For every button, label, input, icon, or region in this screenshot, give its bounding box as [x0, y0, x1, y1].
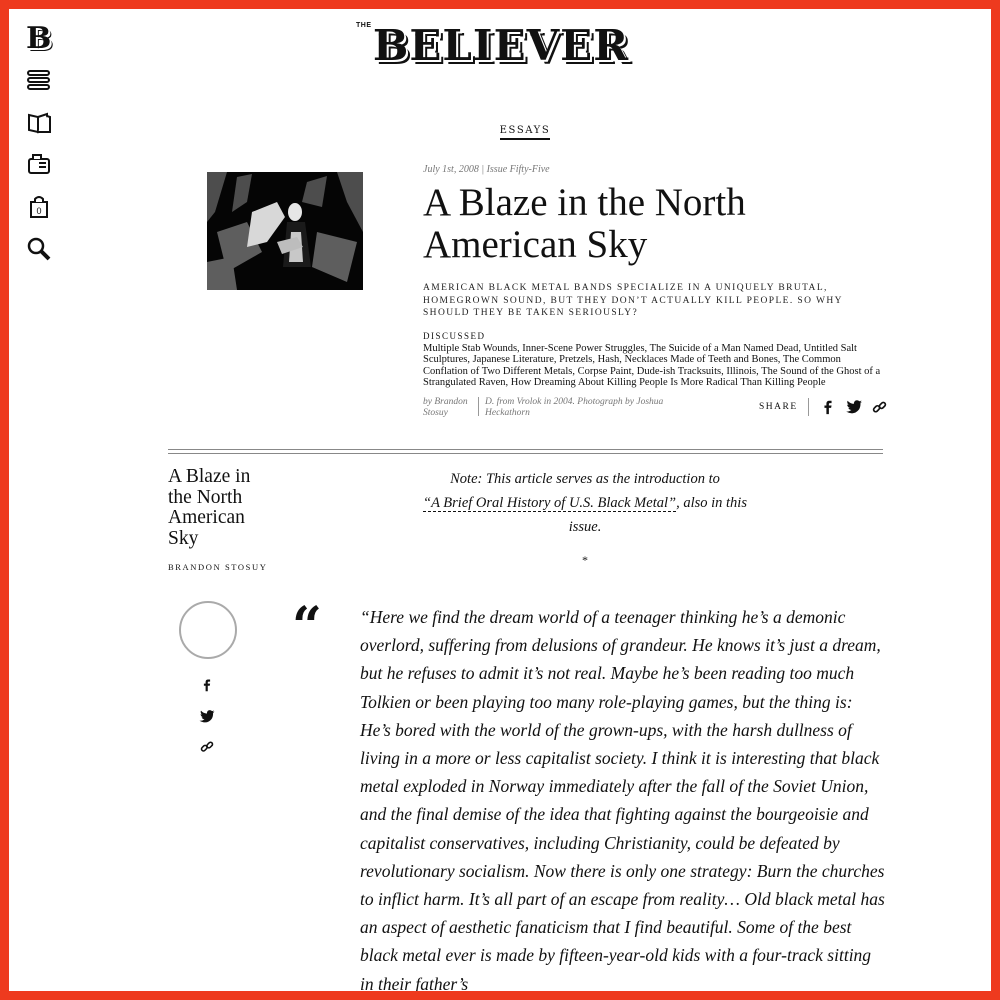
twitter-icon[interactable] — [845, 398, 863, 416]
article-date-issue: July 1st, 2008 | Issue Fifty-Five — [423, 164, 550, 175]
site-logo[interactable] — [356, 20, 646, 72]
article-title: A Blaze in the North American Sky — [423, 181, 746, 266]
logo-the: THE — [356, 22, 372, 29]
note-suffix: , also in this issue. — [568, 495, 747, 535]
note-prefix: Note: This article serves as the introduction to — [450, 471, 720, 487]
home-logo-icon[interactable]: B — [26, 21, 52, 56]
logo-wordmark: BELIEVER — [372, 21, 630, 70]
sidebar-link-icon[interactable] — [196, 738, 218, 756]
byline-divider — [478, 397, 479, 416]
sidebar-twitter-icon[interactable] — [196, 707, 218, 725]
section-tag — [0, 120, 1000, 138]
sidebar-title: A Blaze in the North American Sky — [168, 466, 251, 549]
cart-icon[interactable] — [26, 194, 52, 220]
facebook-icon[interactable] — [819, 398, 837, 416]
share-divider — [808, 398, 809, 416]
left-nav — [26, 21, 54, 278]
article-byline: by Brandon Stosuy — [423, 397, 468, 418]
link-icon[interactable] — [871, 398, 889, 416]
section-rule — [168, 449, 883, 454]
discussed-label: DISCUSSED — [423, 331, 486, 341]
sidebar-facebook-icon[interactable] — [196, 676, 218, 694]
article-dek: AMERICAN BLACK METAL BANDS SPECIALIZE IN A UNIQUELY BRUTAL, HOMEGROWN SOUND, BUT THEY DON’T ACTUALLY KILL PEOPLE. SO WHY SHOULD THEY BE TAKEN SERIOUSLY? — [423, 283, 843, 318]
search-icon[interactable] — [26, 236, 52, 262]
subscribe-icon[interactable] — [26, 152, 52, 178]
share-label: SHARE — [759, 402, 798, 412]
oral-history-link[interactable]: “A Brief Oral History of U.S. Black Metal” — [423, 495, 677, 511]
quote-mark-icon: “ — [292, 596, 322, 657]
discussed-topics: Multiple Stab Wounds, Inner-Scene Power Struggles, The Suicide of a Man Named Dead, Untitled Salt Sculptures, Japanese Literature, Pretzels, Hash, Necklaces Made of Teeth and Bones, The Common Conflation of Two Different Metals, Corpse Paint, Dude-ish Tracksuits, Illinois, The Sound of the Ghost of a Strangulated Raven, How Dreaming About Killing People Is More Radical Than Killing People — [423, 343, 881, 388]
share-bar — [759, 398, 897, 416]
sidebar-author[interactable]: BRANDON STOSUY — [168, 562, 268, 572]
note-divider: * — [582, 553, 588, 567]
section-link[interactable]: ESSAYS — [500, 125, 551, 140]
author-avatar[interactable] — [179, 601, 237, 659]
menu-icon[interactable] — [26, 68, 52, 94]
svg-text:0: 0 — [36, 206, 42, 216]
editor-note — [415, 467, 755, 539]
pull-quote: “Here we find the dream world of a teenager thinking he’s a demonic overlord, suffering from delusions of grandeur. He knows it’s just a dream, but he refuses to admit it’s not real. Maybe he’s been reading too much Tolkien or been playing too many role-playing games, but the thing is: He’s bored with the world of the grown-ups, with the harsh dullness of living in a more or less capitalist society. I think it is interesting that black metal exploded in Norway immediately after the fall of the Soviet Union, and the final demise of the idea that fighting against the bourgeoisie and capitalist conservatives, including Christianity, could be defeated by revolutionary socialism. Now there is only one strategy: Burn the churches to inflict harm. It’s all part of an escape from reality… Old black metal has an aspect of aesthetic fanaticism that I find beautiful. Some of the best black metal ever is made by fifteen-year-old kids with a four-track sitting in their father’s — [360, 607, 885, 994]
photo-caption: D. from Vrolok in 2004. Photograph by Joshua Heckathorn — [485, 397, 664, 418]
hero-photo — [207, 172, 363, 290]
